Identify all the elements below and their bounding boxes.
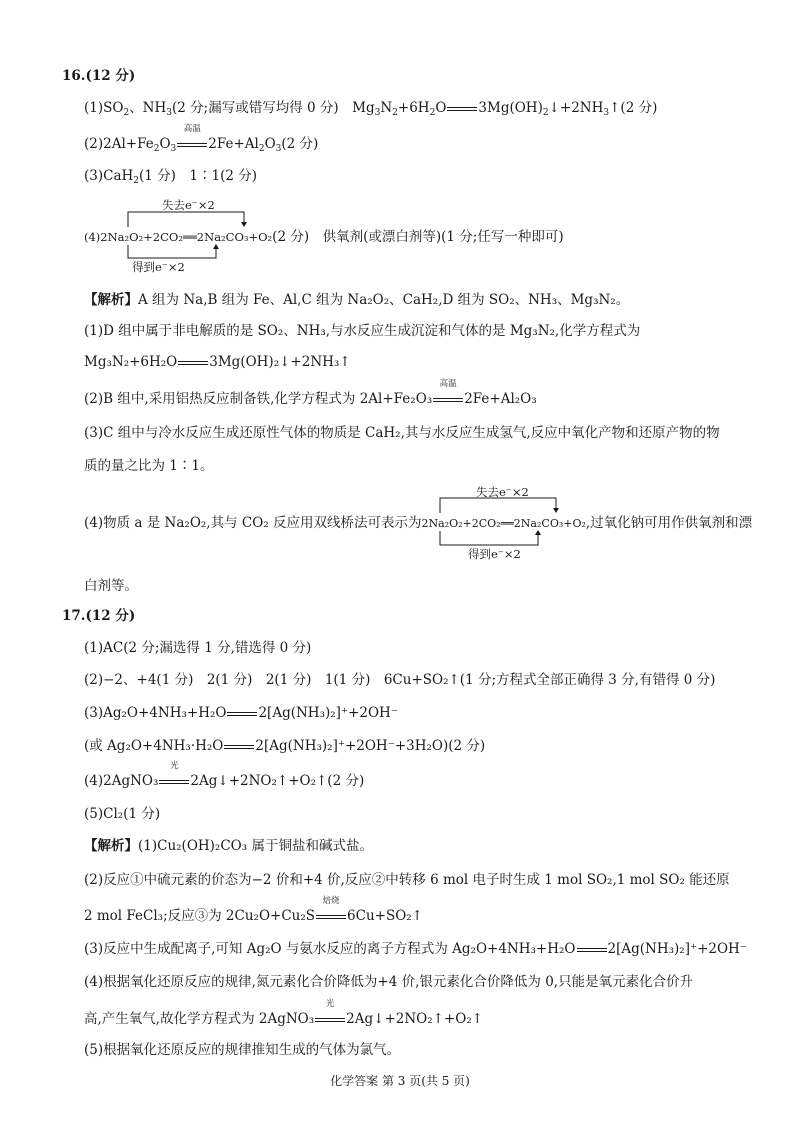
q17-answer-1: (1)AC(2 分;漏选得 1 分,错选得 0 分) <box>84 640 312 656</box>
q17-answer-3: (3)Ag₂O+4NH₃+H₂O 2[Ag(NH₃)₂]⁺+2OH⁻ <box>84 705 398 721</box>
q16-answer-4: (4)2Na₂O₂+2CO₂══2Na₂CO₃+O₂(2 分) 供氧剂(或漂白剂等)(1 分;任写一种即可) <box>84 229 564 245</box>
q17-analysis-2b: 2 mol FeCl₃;反应③为 2Cu₂O+Cu₂S 焙烧 6Cu+SO₂↑ <box>84 896 423 924</box>
q16-analysis-3b: 质的量之比为 1∶1。 <box>84 458 214 474</box>
q16-analysis-1-equation: Mg₃N₂+6H₂O 3Mg(OH)₂↓+2NH₃↑ <box>84 354 351 370</box>
q16-analysis-4b: 白剂等。 <box>84 578 138 594</box>
q16-answer-1: $(1)SO_2$、$NH_3(2$ 分;漏写或错写均得 0 分) $Mg_3N_2+6H_2O$ $3Mg(OH)_2↓+2NH_3↑(2$ 分) <box>84 100 658 118</box>
q16-lost-electrons-label: 失去e⁻×2 <box>162 198 215 212</box>
q17-analysis-1: 【解析】(1)Cu₂(OH)₂CO₃ 属于铜盐和碱式盐。 <box>84 838 373 854</box>
q17-analysis-4b: 高,产生氧气,故化学方程式为 2AgNO₃ 光 2Ag↓+2NO₂↑+O₂↑ <box>84 999 484 1027</box>
q16-analysis-lost-label: 失去e⁻×2 <box>476 485 529 499</box>
page-footer: 化学答案 第 3 页(共 5 页) <box>330 1074 470 1088</box>
q16-analysis-intro: 【解析】A 组为 Na,B 组为 Fe、Al,C 组为 Na₂O₂、CaH₂,D 组为 SO₂、NH₃、Mg₃N₂。 <box>84 292 630 308</box>
q16-gain-electrons-label: 得到e⁻×2 <box>132 260 185 274</box>
q16-answer-3: (3)CaH$_2$(1 分) 1∶1(2 分) <box>84 168 258 186</box>
q16-answer-2: $(2)2Al+Fe_2O_3$ 高温 $2Fe+Al_2O_3(2$ 分) <box>84 124 319 154</box>
q16-header: 16.(12 分) <box>62 68 136 84</box>
q17-analysis-2a: (2)反应①中硫元素的价态为−2 价和+4 价,反应②中转移 6 mol 电子时生成 1 mol SO₂,1 mol SO₂ 能还原 <box>84 872 730 888</box>
q17-answer-4: (4)2AgNO₃ 光 2Ag↓+2NO₂↑+O₂↑(2 分) <box>84 761 365 789</box>
q16-analysis-2: (2)B 组中,采用铝热反应制备铁,化学方程式为 2Al+Fe₂O₃ 高温 2Fe+Al₂O₃ <box>84 379 537 407</box>
q16-analysis-3a: (3)C 组中与冷水反应生成还原性气体的物质是 CaH₂,其与水反应生成氢气,反应中氧化产物和还原产物的物 <box>84 425 720 441</box>
q17-answer-3b: (或 Ag₂O+4NH₃·H₂O 2[Ag(NH₃)₂]⁺+2OH⁻+3H₂O)(2 分) <box>84 738 486 754</box>
q17-header: 17.(12 分) <box>62 608 136 624</box>
q16-analysis-gain-label: 得到e⁻×2 <box>468 547 521 561</box>
q17-answer-2: (2)−2、+4(1 分) 2(1 分) 2(1 分) 1(1 分) 6Cu+SO₂↑(1 分;方程式全部正确得 3 分,有错得 0 分) <box>84 672 716 688</box>
q16-analysis-4: (4)物质 a 是 Na₂O₂,其与 CO₂ 反应用双线桥法可表示为2Na₂O₂+2CO₂══2Na₂CO₃+O₂,过氧化钠可用作供氧剂和漂 <box>84 515 753 531</box>
q17-analysis-5: (5)根据氧化还原反应的规律推知生成的气体为氯气。 <box>84 1042 401 1058</box>
q17-answer-5: (5)Cl₂(1 分) <box>84 806 161 822</box>
q16-analysis-1: (1)D 组中属于非电解质的是 SO₂、NH₃,与水反应生成沉淀和气体的是 Mg₃N₂,化学方程式为 <box>84 323 641 339</box>
q17-analysis-3: (3)反应中生成配离子,可知 Ag₂O 与氨水反应的离子方程式为 Ag₂O+4NH₃+H₂O 2[Ag(NH₃)₂]⁺+2OH⁻ <box>84 941 747 957</box>
q17-analysis-4a: (4)根据氧化还原反应的规律,氮元素化合价降低为+4 价,银元素化合价降低为 0,只能是氧元素化合价升 <box>84 974 694 990</box>
